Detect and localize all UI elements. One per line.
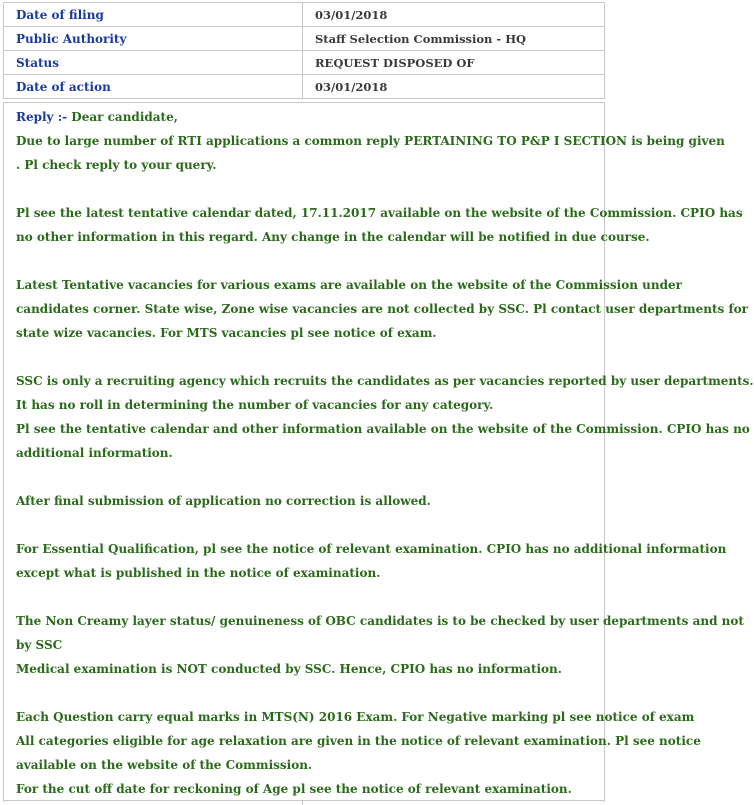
reply-lead: Reply :- bbox=[16, 110, 68, 124]
reply-heading bbox=[16, 105, 604, 129]
reply-line: After final submission of application no correction is allowed. bbox=[16, 494, 431, 508]
label-date-of-filing: Date of filing bbox=[4, 3, 303, 27]
row-date-of-filing bbox=[4, 3, 605, 27]
reply-blank-line bbox=[16, 585, 604, 609]
reply-blank-line bbox=[16, 513, 604, 537]
reply-blank-line bbox=[16, 465, 604, 489]
reply-blank-line bbox=[16, 681, 604, 705]
reply-line: Each Question carry equal marks in MTS(N) 2016 Exam. For Negative marking pl see notice of exam bbox=[16, 710, 695, 724]
reply-line: Pl see the latest tentative calendar dated, 17.11.2017 available on the website of the Commission. CPIO has bbox=[16, 206, 743, 220]
reply-blank-line bbox=[16, 249, 604, 273]
reply-line: SSC is only a recruiting agency which recruits the candidates as per vacancies reported by user departments. bbox=[16, 374, 754, 388]
reply-line: All categories eligible for age relaxation are given in the notice of relevant examination. Pl see notice bbox=[16, 734, 701, 748]
reply-line: available on the website of the Commission. bbox=[16, 758, 313, 772]
reply-line: . Pl check reply to your query. bbox=[16, 158, 217, 172]
rti-info-table bbox=[3, 2, 605, 99]
reply-box bbox=[3, 102, 754, 802]
row-public-authority bbox=[4, 27, 605, 51]
reply-line: additional information. bbox=[16, 446, 173, 460]
reply-line: For Essential Qualification, pl see the notice of relevant examination. CPIO has no additional information bbox=[16, 542, 727, 556]
reply-line: no other information in this regard. Any change in the calendar will be notified in due course. bbox=[16, 230, 650, 244]
table-bottom-divider bbox=[302, 801, 303, 805]
reply-line: candidates corner. State wise, Zone wise vacancies are not collected by SSC. Pl contact user departments for bbox=[16, 302, 748, 316]
reply-line: Latest Tentative vacancies for various exams are available on the website of the Commission under bbox=[16, 278, 682, 292]
value-date-of-filing: 03/01/2018 bbox=[303, 3, 605, 27]
reply-line: Medical examination is NOT conducted by SSC. Hence, CPIO has no information. bbox=[16, 662, 562, 676]
value-status: REQUEST DISPOSED OF bbox=[303, 51, 605, 75]
reply-body bbox=[16, 129, 754, 801]
value-public-authority: Staff Selection Commission - HQ bbox=[303, 27, 605, 51]
reply-line: by SSC bbox=[16, 638, 63, 652]
row-date-of-action bbox=[4, 75, 605, 99]
value-date-of-action: 03/01/2018 bbox=[303, 75, 605, 99]
table-bottom-rule bbox=[3, 800, 605, 804]
reply-greeting: Dear candidate, bbox=[67, 110, 178, 124]
label-status: Status bbox=[4, 51, 303, 75]
reply-line: Due to large number of RTI applications a common reply PERTAINING TO P&P I SECTION is being given bbox=[16, 134, 725, 148]
row-status bbox=[4, 51, 605, 75]
reply-line: Pl see the tentative calendar and other information available on the website of the Commission. CPIO has no bbox=[16, 422, 750, 436]
reply-blank-line bbox=[16, 177, 604, 201]
reply-blank-line bbox=[16, 345, 604, 369]
label-public-authority: Public Authority bbox=[4, 27, 303, 51]
reply-line: The Non Creamy layer status/ genuineness of OBC candidates is to be checked by user departments and not bbox=[16, 614, 744, 628]
reply-line: It has no roll in determining the number of vacancies for any category. bbox=[16, 398, 494, 412]
label-date-of-action: Date of action bbox=[4, 75, 303, 99]
reply-line: state wize vacancies. For MTS vacancies pl see notice of exam. bbox=[16, 326, 437, 340]
reply-line: For the cut off date for reckoning of Age pl see the notice of relevant examination. bbox=[16, 782, 572, 796]
reply-line: except what is published in the notice of examination. bbox=[16, 566, 381, 580]
